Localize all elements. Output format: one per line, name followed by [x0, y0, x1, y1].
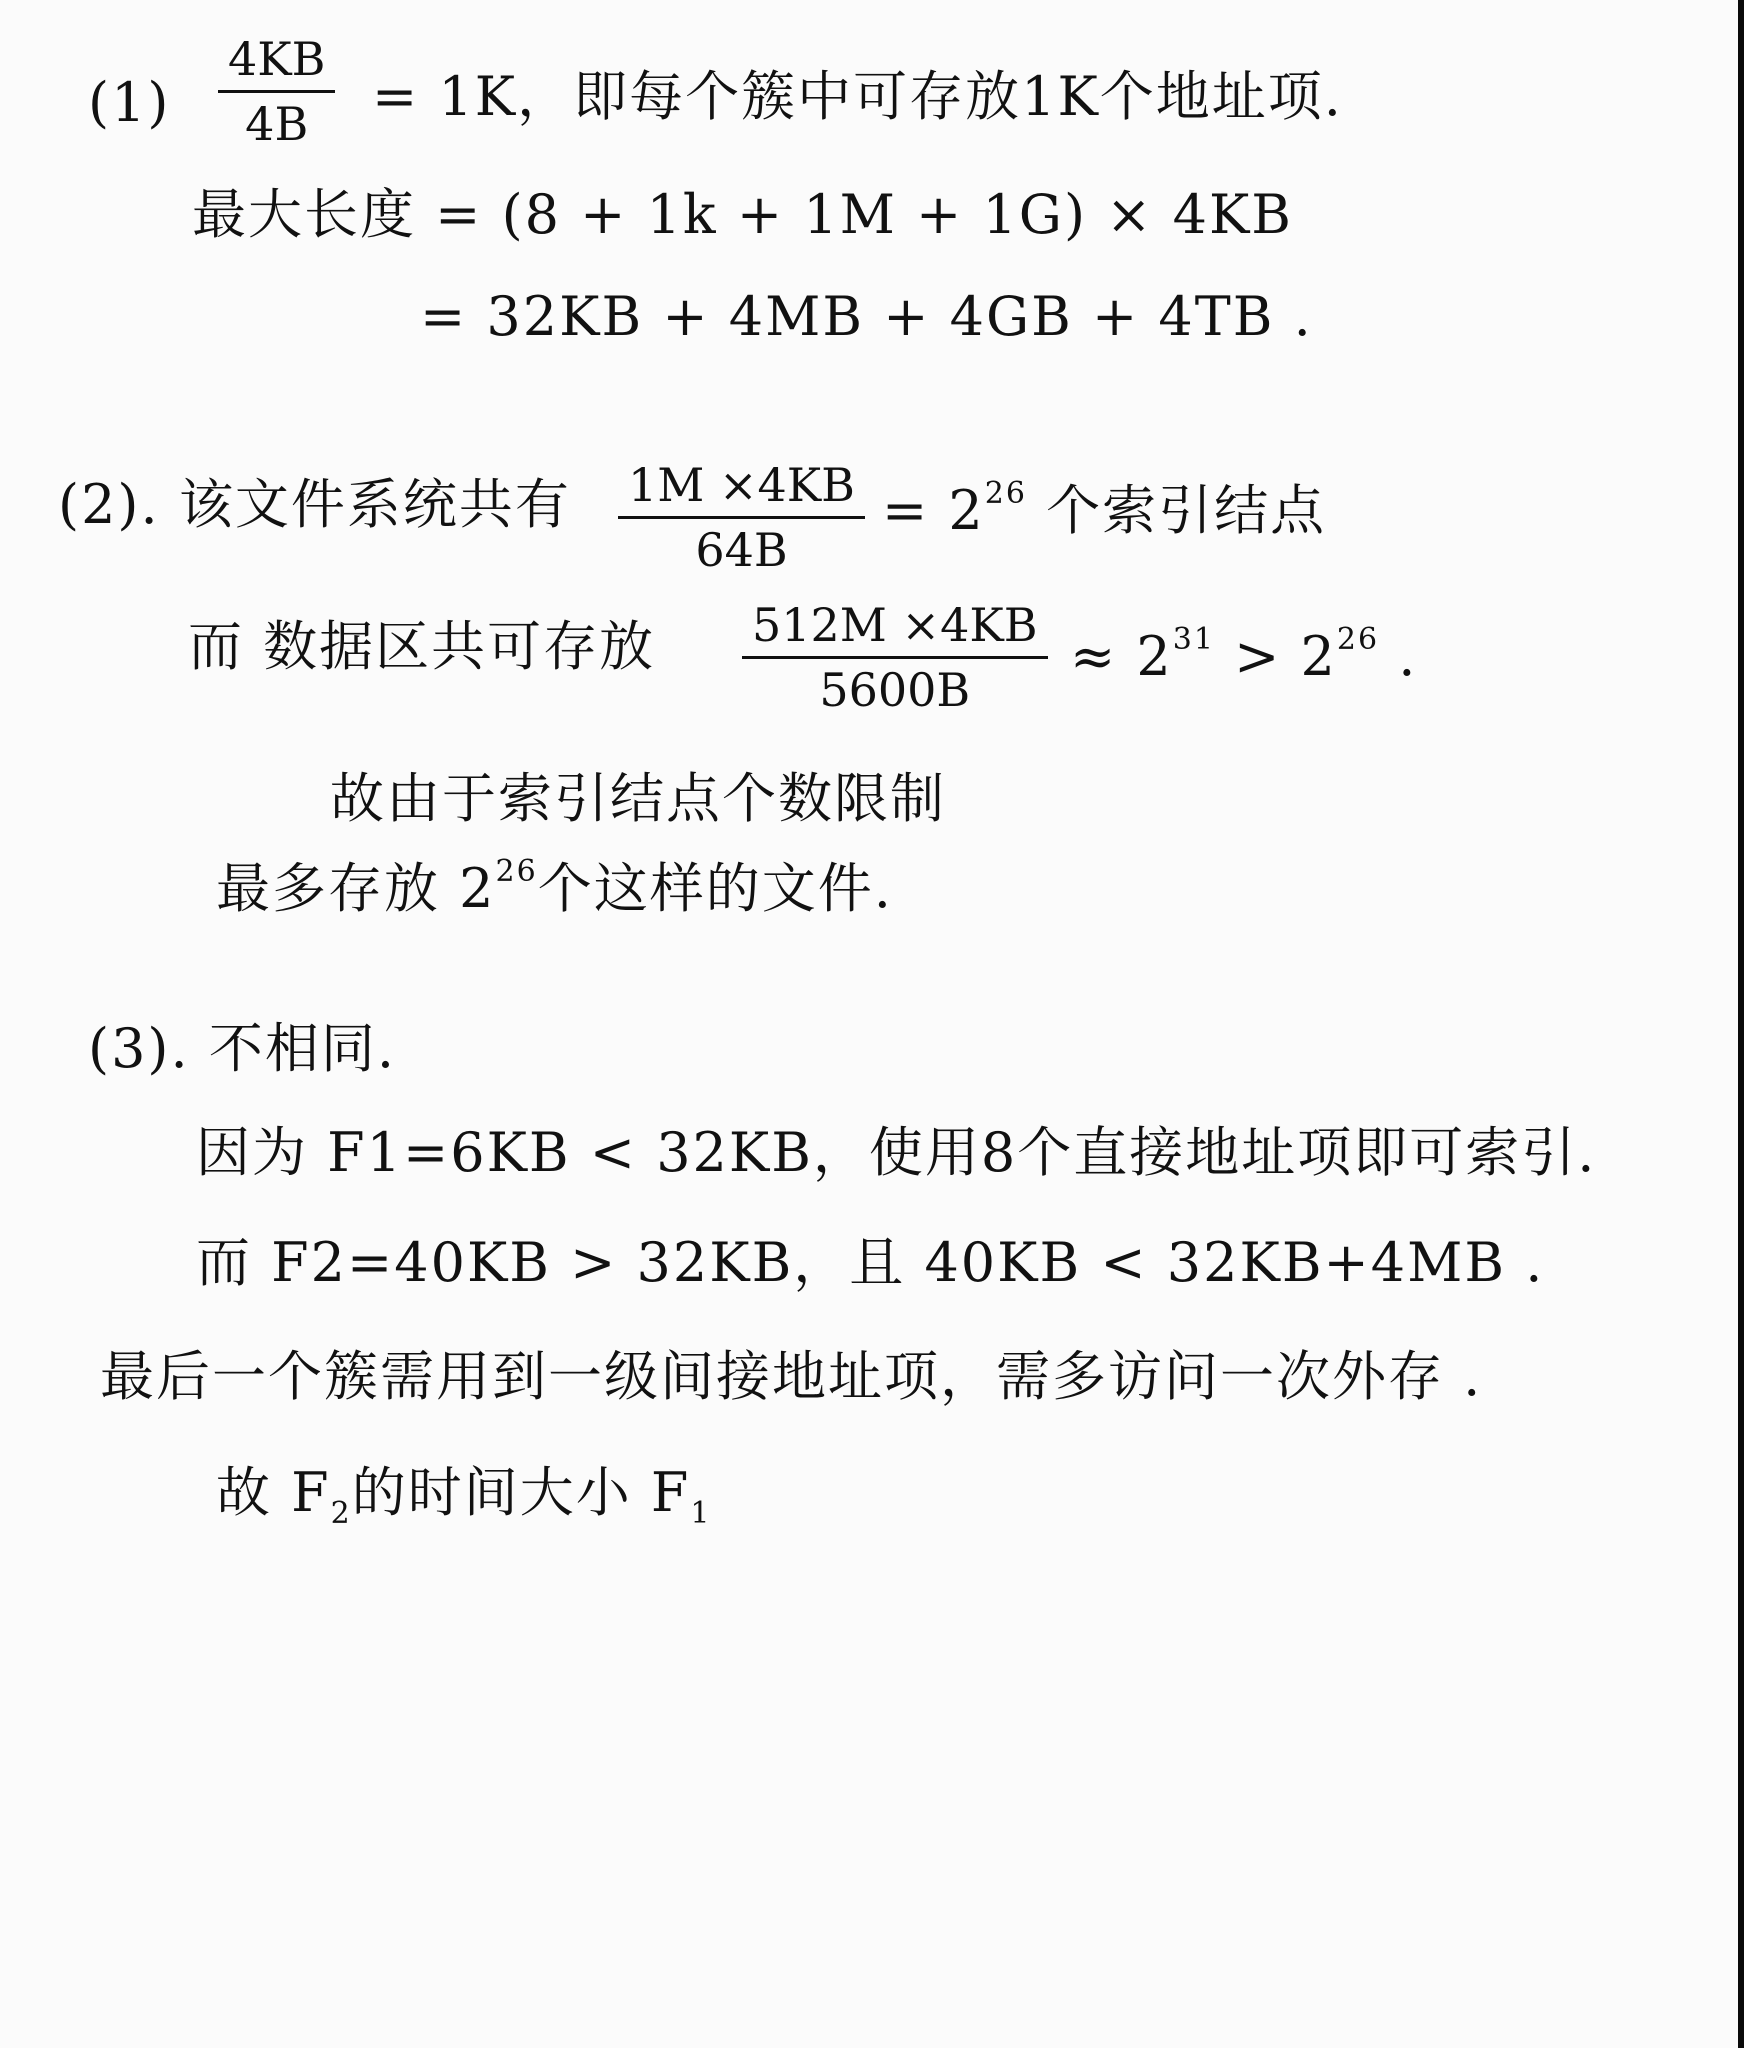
q1-max-length: 最大长度 = (8 + 1k + 1M + 1G) × 4KB — [192, 183, 1293, 246]
q1-fraction-denominator: 4B — [245, 97, 309, 151]
q3-conclusion — [216, 1461, 712, 1531]
q2-data-area-text: 而 数据区共可存放 — [188, 615, 656, 678]
q1-label: (1) — [88, 71, 171, 134]
q1-fraction-numerator: 4KB — [228, 32, 326, 86]
q3-reason-indirect: 最后一个簇需用到一级间接地址项，需多访问一次外存 . — [100, 1345, 1483, 1408]
q2-intro: (2). 该文件系统共有 — [58, 473, 571, 536]
q2-max-files-base: 最多存放 2 — [216, 857, 496, 920]
q3-reason-f2: 而 F2=40KB > 32KB，且 40KB < 32KB+4MB . — [196, 1231, 1545, 1294]
q2-period: . — [1398, 625, 1418, 688]
page-edge — [1738, 0, 1744, 2048]
q2-greater-base: > 2 — [1234, 625, 1337, 688]
q2-max-files-exponent: 26 — [495, 854, 538, 889]
q3-conclusion-f: 故 F — [216, 1461, 331, 1524]
q2-fraction-inodes-denominator: 64B — [695, 523, 788, 577]
q2-fraction-files-denominator: 5600B — [819, 663, 971, 717]
q1-fraction — [218, 32, 335, 151]
q1-max-length-sum: = 32KB + 4MB + 4GB + 4TB . — [420, 285, 1313, 348]
q3-conclusion-sub-1: 1 — [690, 1496, 712, 1531]
q2-inode-count-unit: 个索引结点 — [1046, 479, 1327, 542]
q2-inode-count — [882, 476, 1327, 542]
q2-max-files-text: 个这样的文件. — [537, 857, 893, 920]
q3-reason-f1: 因为 F1=6KB < 32KB，使用8个直接地址项即可索引. — [196, 1121, 1597, 1184]
q1-result-text: = 1K，即每个簇中可存放1K个地址项. — [372, 65, 1343, 128]
q3-conclusion-sub-2: 2 — [330, 1496, 352, 1531]
q2-approx-exponent: 31 — [1172, 622, 1215, 657]
q3-conclusion-text: 的时间大小 F — [351, 1461, 691, 1524]
q2-comparison — [1070, 622, 1418, 688]
q3-answer: (3). 不相同. — [88, 1017, 396, 1080]
q2-inode-count-exponent: 26 — [984, 476, 1027, 511]
q2-fraction-files-numerator: 512M ×4KB — [752, 598, 1038, 652]
q2-inode-count-base: = 2 — [882, 479, 985, 542]
q2-fraction-inodes-numerator: 1M ×4KB — [628, 458, 855, 512]
q2-fraction-inodes — [618, 458, 865, 577]
q2-conclusion-2 — [216, 854, 893, 920]
q2-greater-exponent: 26 — [1336, 622, 1380, 657]
q2-fraction-files — [742, 598, 1048, 717]
q2-conclusion-1: 故由于索引结点个数限制 — [330, 767, 946, 830]
q2-approx-base: ≈ 2 — [1070, 625, 1173, 688]
